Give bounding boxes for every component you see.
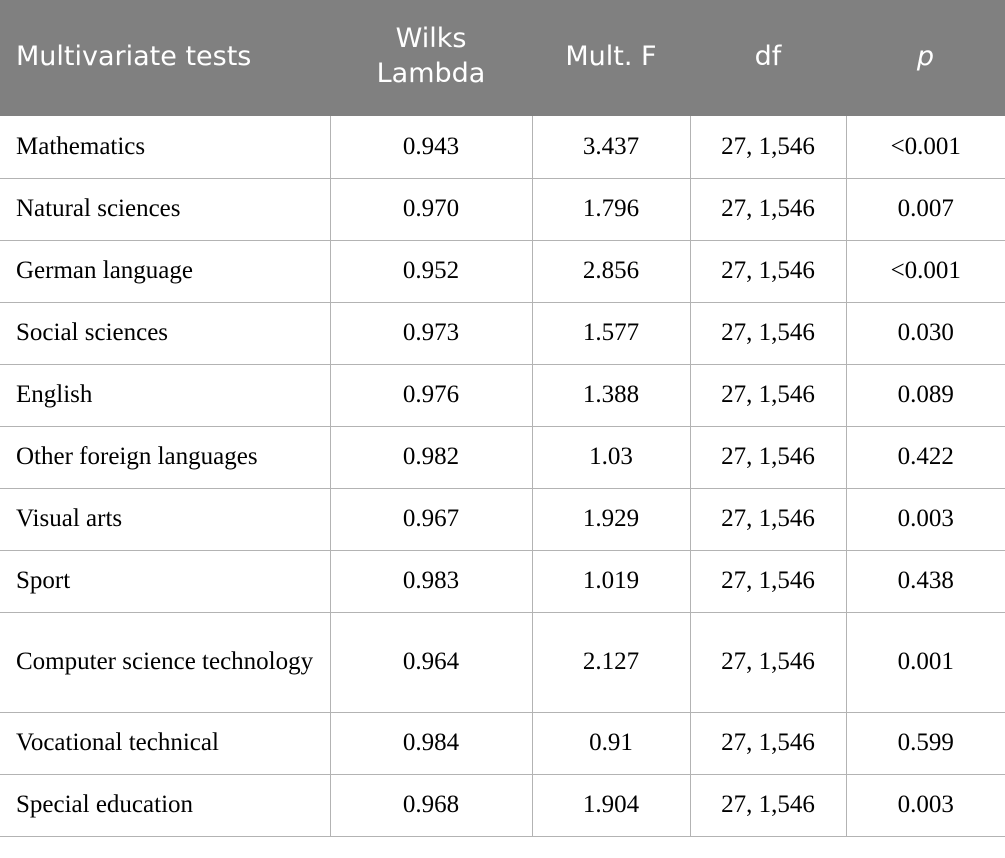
row-label: Social sciences bbox=[0, 302, 330, 364]
table-row bbox=[0, 612, 1005, 712]
table-row bbox=[0, 774, 1005, 836]
cell-p: 0.007 bbox=[846, 178, 1005, 240]
row-label: Vocational technical bbox=[0, 712, 330, 774]
table-row bbox=[0, 712, 1005, 774]
row-label: German language bbox=[0, 240, 330, 302]
cell-mult-f: 1.388 bbox=[532, 364, 690, 426]
cell-wilks-lambda: 0.968 bbox=[330, 774, 532, 836]
table-row bbox=[0, 116, 1005, 178]
cell-mult-f: 0.91 bbox=[532, 712, 690, 774]
table-row bbox=[0, 364, 1005, 426]
cell-wilks-lambda: 0.984 bbox=[330, 712, 532, 774]
cell-p: 0.001 bbox=[846, 612, 1005, 712]
cell-mult-f: 1.796 bbox=[532, 178, 690, 240]
table-row bbox=[0, 240, 1005, 302]
cell-wilks-lambda: 0.967 bbox=[330, 488, 532, 550]
cell-mult-f: 1.929 bbox=[532, 488, 690, 550]
cell-p: 0.599 bbox=[846, 712, 1005, 774]
row-label: Special education bbox=[0, 774, 330, 836]
cell-p: 0.089 bbox=[846, 364, 1005, 426]
cell-mult-f: 1.577 bbox=[532, 302, 690, 364]
row-label: English bbox=[0, 364, 330, 426]
row-label: Mathematics bbox=[0, 116, 330, 178]
cell-df: 27, 1,546 bbox=[690, 774, 846, 836]
cell-mult-f: 1.03 bbox=[532, 426, 690, 488]
cell-df: 27, 1,546 bbox=[690, 178, 846, 240]
column-header-multivariate-tests: Multivariate tests bbox=[0, 0, 330, 116]
table-row bbox=[0, 178, 1005, 240]
cell-wilks-lambda: 0.952 bbox=[330, 240, 532, 302]
cell-df: 27, 1,546 bbox=[690, 426, 846, 488]
table-body bbox=[0, 116, 1005, 836]
table-header bbox=[0, 0, 1005, 116]
row-label: Other foreign languages bbox=[0, 426, 330, 488]
cell-df: 27, 1,546 bbox=[690, 302, 846, 364]
column-header-mult-f: Mult. F bbox=[532, 0, 690, 116]
table-row bbox=[0, 302, 1005, 364]
cell-wilks-lambda: 0.983 bbox=[330, 550, 532, 612]
cell-df: 27, 1,546 bbox=[690, 712, 846, 774]
cell-wilks-lambda: 0.943 bbox=[330, 116, 532, 178]
cell-p: 0.422 bbox=[846, 426, 1005, 488]
table-row bbox=[0, 426, 1005, 488]
cell-p: <0.001 bbox=[846, 116, 1005, 178]
cell-wilks-lambda: 0.973 bbox=[330, 302, 532, 364]
cell-p: 0.003 bbox=[846, 488, 1005, 550]
cell-p: 0.030 bbox=[846, 302, 1005, 364]
cell-p: 0.438 bbox=[846, 550, 1005, 612]
cell-df: 27, 1,546 bbox=[690, 612, 846, 712]
cell-df: 27, 1,546 bbox=[690, 116, 846, 178]
cell-df: 27, 1,546 bbox=[690, 488, 846, 550]
table-row bbox=[0, 550, 1005, 612]
row-label: Natural sciences bbox=[0, 178, 330, 240]
column-header-p bbox=[846, 0, 1005, 116]
column-header-df: df bbox=[690, 0, 846, 116]
cell-wilks-lambda: 0.976 bbox=[330, 364, 532, 426]
table-header-row bbox=[0, 0, 1005, 116]
cell-wilks-lambda: 0.970 bbox=[330, 178, 532, 240]
cell-wilks-lambda: 0.982 bbox=[330, 426, 532, 488]
cell-df: 27, 1,546 bbox=[690, 364, 846, 426]
cell-df: 27, 1,546 bbox=[690, 240, 846, 302]
cell-mult-f: 2.856 bbox=[532, 240, 690, 302]
cell-mult-f: 1.019 bbox=[532, 550, 690, 612]
column-header-wilks-lambda: Wilks Lambda bbox=[330, 0, 532, 116]
table-row bbox=[0, 488, 1005, 550]
cell-wilks-lambda: 0.964 bbox=[330, 612, 532, 712]
cell-p: 0.003 bbox=[846, 774, 1005, 836]
column-header-p-label: p bbox=[916, 40, 935, 72]
cell-df: 27, 1,546 bbox=[690, 550, 846, 612]
cell-mult-f: 2.127 bbox=[532, 612, 690, 712]
row-label: Computer science technology bbox=[0, 612, 330, 712]
cell-p: <0.001 bbox=[846, 240, 1005, 302]
row-label: Visual arts bbox=[0, 488, 330, 550]
cell-mult-f: 3.437 bbox=[532, 116, 690, 178]
cell-mult-f: 1.904 bbox=[532, 774, 690, 836]
row-label: Sport bbox=[0, 550, 330, 612]
